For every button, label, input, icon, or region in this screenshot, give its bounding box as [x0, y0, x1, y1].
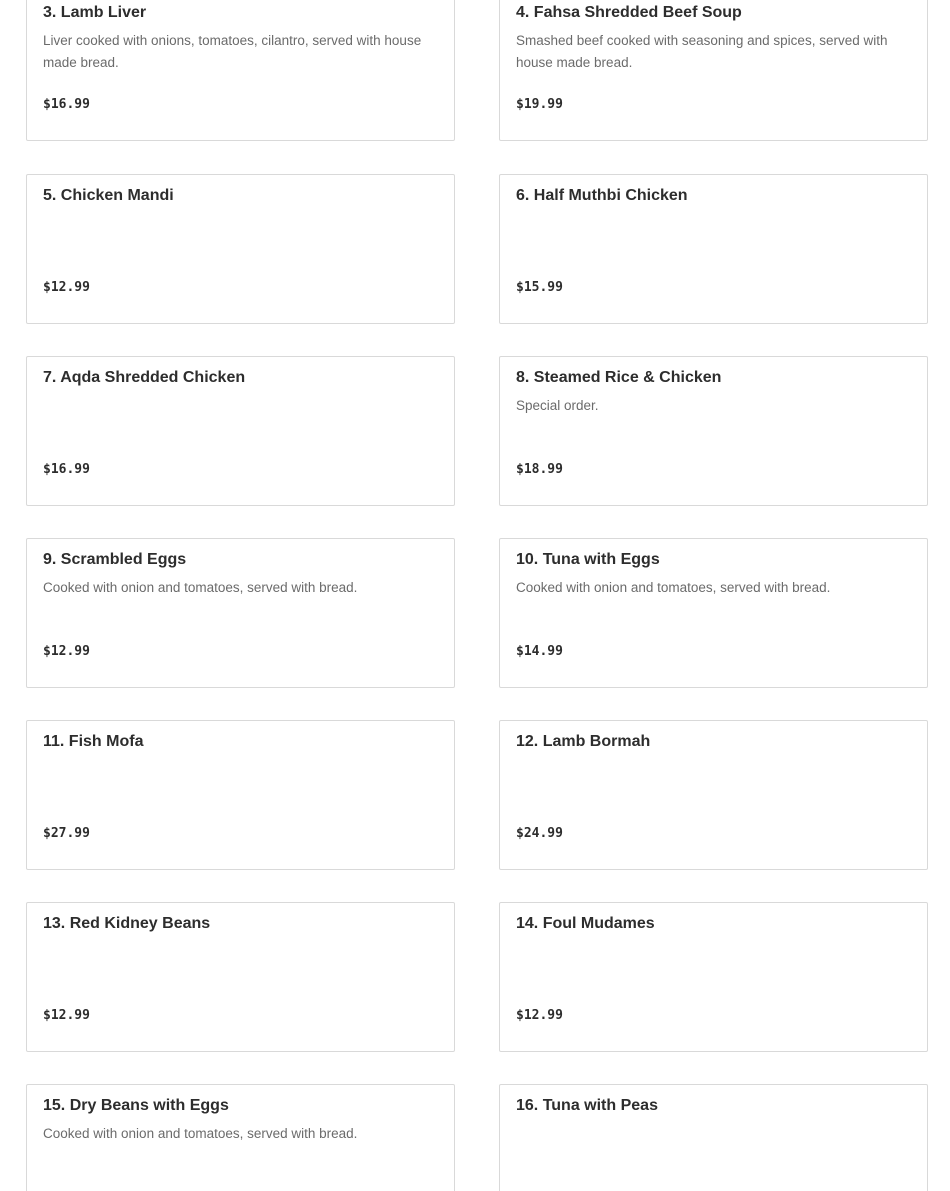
menu-item-description: Cooked with onion and tomatoes, served with bread.: [43, 1126, 358, 1141]
menu-item-card[interactable]: [499, 174, 928, 324]
menu-item-price: $27.99: [43, 826, 90, 841]
menu-item-card[interactable]: [26, 902, 455, 1052]
menu-item-title: 15. Dry Beans with Eggs: [43, 1097, 229, 1114]
menu-item-title: 12. Lamb Bormah: [516, 733, 651, 750]
menu-item-description: Cooked with onion and tomatoes, served with bread.: [516, 580, 831, 595]
menu-item-price: $14.99: [516, 644, 563, 659]
menu-item-price: $12.99: [43, 1008, 90, 1023]
menu-item-title: 14. Foul Mudames: [516, 915, 655, 932]
menu-item-price: $18.99: [516, 462, 563, 477]
menu-item-description: Special order.: [516, 398, 599, 413]
menu-item-card[interactable]: [499, 0, 928, 141]
menu-item-card[interactable]: [26, 356, 455, 506]
menu-item-price: $12.99: [516, 1008, 563, 1023]
menu-item-card[interactable]: [26, 720, 455, 870]
menu-item-card[interactable]: [26, 1084, 455, 1191]
menu-item-title: 11. Fish Mofa: [43, 733, 144, 750]
menu-item-title: 8. Steamed Rice & Chicken: [516, 369, 722, 386]
menu-item-card[interactable]: [499, 720, 928, 870]
menu-item-title: 5. Chicken Mandi: [43, 187, 174, 204]
menu-item-description: Liver cooked with onions, tomatoes, cilantro, served with house made bread.: [43, 33, 422, 70]
menu-item-price: $15.99: [516, 280, 563, 295]
menu-item-price: $16.99: [43, 97, 90, 112]
menu-item-price: $12.99: [43, 280, 90, 295]
menu-item-description: Smashed beef cooked with seasoning and spices, served with house made bread.: [516, 33, 888, 70]
menu-item-card[interactable]: [26, 538, 455, 688]
menu-item-title: 4. Fahsa Shredded Beef Soup: [516, 4, 742, 21]
menu-item-card[interactable]: [499, 902, 928, 1052]
menu-item-title: 10. Tuna with Eggs: [516, 551, 660, 568]
menu-item-price: $19.99: [516, 97, 563, 112]
menu-item-card[interactable]: [499, 538, 928, 688]
menu-item-description: Cooked with onion and tomatoes, served with bread.: [43, 580, 358, 595]
menu-item-price: $24.99: [516, 826, 563, 841]
menu-item-card[interactable]: [26, 0, 455, 141]
menu-item-title: 9. Scrambled Eggs: [43, 551, 187, 568]
menu-item-card[interactable]: [499, 356, 928, 506]
menu-item-title: 3. Lamb Liver: [43, 4, 147, 21]
menu-item-title: 13. Red Kidney Beans: [43, 915, 211, 932]
menu-item-title: 7. Aqda Shredded Chicken: [43, 369, 246, 386]
menu-item-price: $16.99: [43, 462, 90, 477]
menu-item-card[interactable]: [26, 174, 455, 324]
menu-item-card[interactable]: [499, 1084, 928, 1191]
menu-item-title: 16. Tuna with Peas: [516, 1097, 658, 1114]
menu-item-title: 6. Half Muthbi Chicken: [516, 187, 688, 204]
menu-item-price: $12.99: [43, 644, 90, 659]
